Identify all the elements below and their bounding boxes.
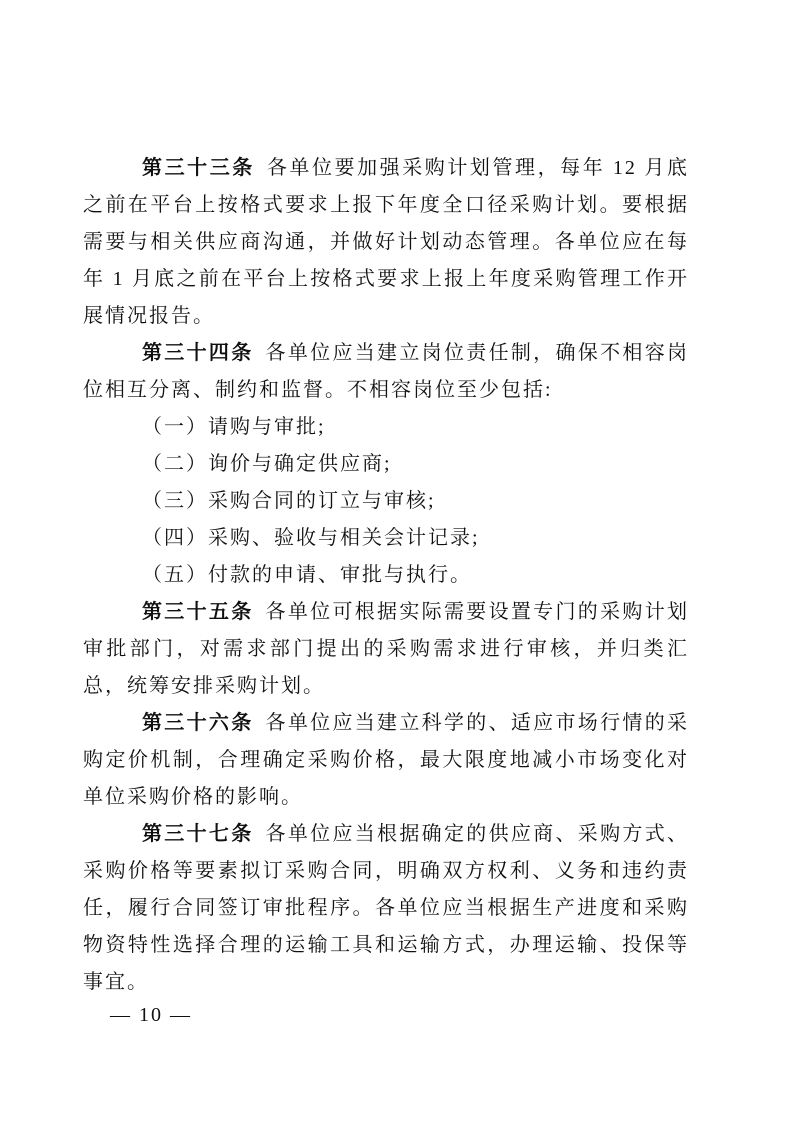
list-item-text: （五）付款的申请、审批与执行。	[142, 564, 472, 586]
list-item	[83, 483, 689, 520]
article-paragraph	[83, 594, 689, 705]
list-item	[83, 409, 689, 446]
document-body	[83, 150, 689, 1001]
article-text: 各单位要加强采购计划管理，每年 12 月底之前在平台上按格式要求上报下年度全口径采购计划。要根据需要与相关供应商沟通，并做好计划动态管理。各单位应在每年 1 月底之前在平台上按格式要求上报上年度采购管理工作开展情况报告。	[83, 157, 690, 327]
article-number: 第三十七条	[142, 823, 254, 845]
list-item	[83, 446, 689, 483]
list-item	[83, 557, 689, 594]
list-item-text: （三）采购合同的订立与审核;	[142, 490, 436, 512]
article-text: 各单位应当建立岗位责任制，确保不相容岗位相互分离、制约和监督。不相容岗位至少包括:	[83, 342, 690, 401]
article-number: 第三十六条	[142, 712, 254, 734]
list-item-text: （二）询价与确定供应商;	[142, 453, 392, 475]
article-number: 第三十四条	[142, 342, 254, 364]
article-number: 第三十五条	[142, 601, 254, 623]
article-paragraph	[83, 705, 689, 816]
list-item-text: （一）请购与审批;	[142, 416, 326, 438]
article-paragraph	[83, 816, 689, 1001]
list-item-text: （四）采购、验收与相关会计记录;	[142, 527, 480, 549]
page-number: — 10 —	[110, 1004, 192, 1026]
article-number: 第三十三条	[142, 157, 255, 179]
list-item	[83, 520, 689, 557]
article-text: 各单位应当建立科学的、适应市场行情的采购定价机制，合理确定采购价格，最大限度地减小市场变化对单位采购价格的影响。	[83, 712, 690, 808]
article-text: 各单位可根据实际需要设置专门的采购计划审批部门，对需求部门提出的采购需求进行审核，并归类汇总，统筹安排采购计划。	[83, 601, 690, 697]
article-paragraph	[83, 335, 689, 409]
article-text: 各单位应当根据确定的供应商、采购方式、采购价格等要素拟订采购合同，明确双方权利、义务和违约责任，履行合同签订审批程序。各单位应当根据生产进度和采购物资特性选择合理的运输工具和运输方式，办理运输、投保等事宜。	[83, 823, 690, 993]
article-paragraph	[83, 150, 689, 335]
